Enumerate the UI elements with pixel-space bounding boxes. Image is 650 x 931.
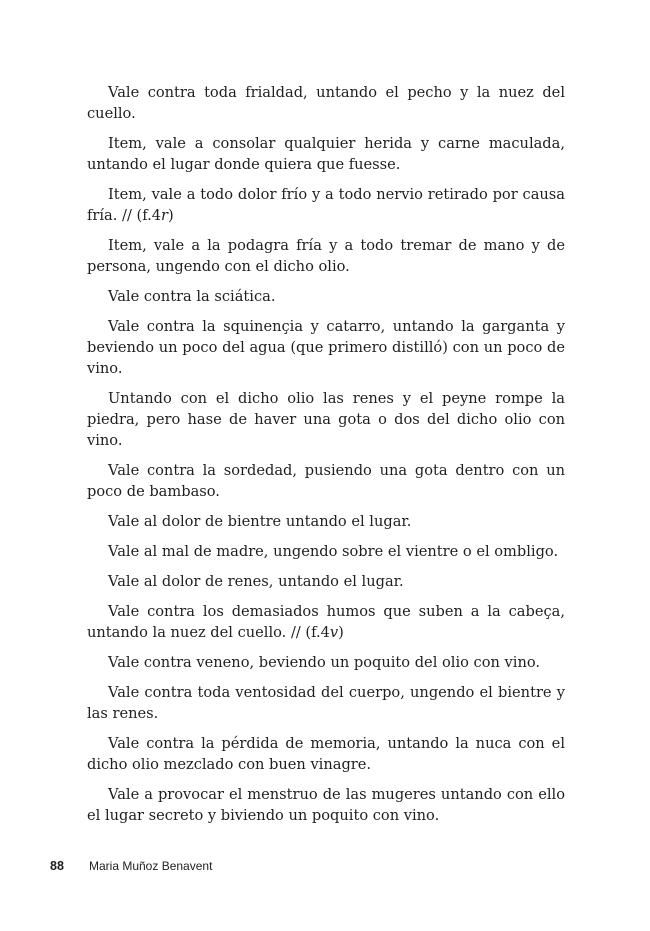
paragraph: Vale al dolor de renes, untando el lugar. [108, 573, 404, 590]
paragraph: Vale contra los demasiados humos que suben a la cabeça, untando la nuez del cuello. // (f.4v) [87, 603, 565, 641]
paragraph: Vale contra la pérdida de memoria, untando la nuca con el dicho olio mezclado con buen vinagre. [87, 735, 565, 773]
paragraph: Vale contra la sordedad, pusiendo una gota dentro con un poco de bambaso. [87, 462, 565, 500]
paragraph: Vale a provocar el menstruo de las mugeres untando con ello el lugar secreto y biviendo un poquito con vino. [87, 786, 565, 824]
body-text [87, 82, 565, 826]
paragraph: Vale al dolor de bientre untando el lugar. [108, 513, 412, 530]
folio-reference: // (f.4r) [122, 207, 174, 224]
page-number: 88 [50, 859, 64, 873]
paragraph: Vale contra toda frialdad, untando el pecho y la nuez del cuello. [87, 84, 565, 122]
paragraph: Vale contra la squinençia y catarro, untando la garganta y beviendo un poco del agua (que primero distilló) con un poco de vino. [87, 318, 565, 377]
paragraph: Untando con el dicho olio las renes y el peyne rompe la piedra, pero hase de haver una gota o dos del dicho olio con vino. [87, 390, 565, 449]
folio-reference: // (f.4v) [290, 624, 344, 641]
paragraph: Vale al mal de madre, ungendo sobre el vientre o el ombligo. [108, 543, 559, 560]
paragraph: Vale contra veneno, beviendo un poquito del olio con vino. [108, 654, 541, 671]
paragraph: Item, vale a todo dolor frío y a todo nervio retirado por causa fría. // (f.4r) [87, 186, 565, 224]
paragraph: Item, vale a la podagra fría y a todo tremar de mano y de persona, ungendo con el dicho olio. [87, 237, 565, 275]
paragraph: Vale contra la sciática. [108, 288, 276, 305]
paragraph: Item, vale a consolar qualquier herida y carne maculada, untando el lugar donde quiera que fuesse. [87, 135, 565, 173]
paragraph: Vale contra toda ventosidad del cuerpo, ungendo el bientre y las renes. [87, 684, 565, 722]
author-name: Maria Muñoz Benavent [89, 859, 213, 873]
